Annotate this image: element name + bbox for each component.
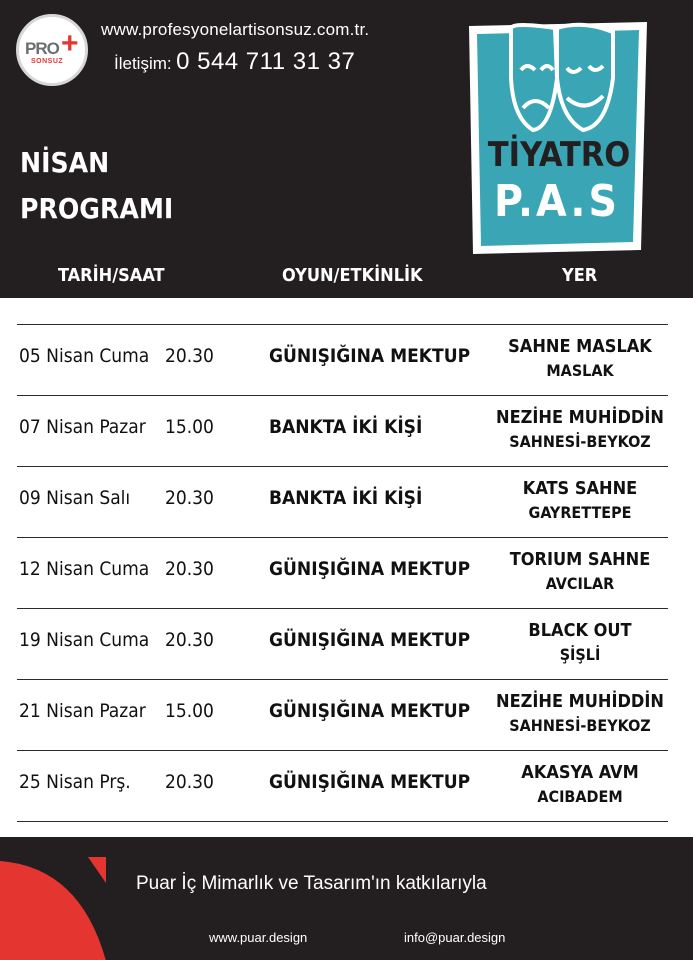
row-venue (490, 761, 670, 809)
row-venue (490, 548, 670, 596)
website-link[interactable]: www.profesyonelartisonsuz.com.tr. (101, 20, 370, 39)
row-venue (490, 619, 670, 667)
row-venue (490, 477, 670, 525)
row-time: 20.30 (165, 629, 214, 651)
table-row (17, 324, 668, 395)
page-title (20, 140, 173, 232)
row-play: GÜNIŞIĞINA MEKTUP (269, 345, 471, 367)
row-time: 20.30 (165, 771, 214, 793)
row-venue (490, 406, 670, 454)
row-play: GÜNIŞIĞINA MEKTUP (269, 771, 471, 793)
title-line-2: PROGRAMI (20, 192, 174, 225)
row-date: 19 Nisan Cuma (19, 629, 150, 651)
table-row (17, 679, 668, 750)
row-time: 15.00 (165, 416, 214, 438)
contact-line (114, 48, 355, 76)
sponsor-email-link[interactable]: info@puar.design (404, 930, 506, 945)
venue-location: ACIBADEM (537, 787, 623, 806)
table-row (17, 466, 668, 537)
title-line-1: NİSAN (20, 146, 110, 179)
venue-name: KATS SAHNE (522, 478, 638, 499)
row-date: 07 Nisan Pazar (19, 416, 146, 438)
contact-label: İletişim: (114, 54, 172, 73)
row-date: 21 Nisan Pazar (19, 700, 146, 722)
venue-location: ŞİŞLİ (559, 645, 601, 664)
row-date: 05 Nisan Cuma (19, 345, 150, 367)
row-play: GÜNIŞIĞINA MEKTUP (269, 629, 471, 651)
sponsor-website-link[interactable]: www.puar.design (209, 930, 308, 945)
venue-name: AKASYA AVM (521, 762, 639, 783)
table-row (17, 750, 668, 822)
schedule-table (17, 324, 668, 822)
pro-sonsuz-logo (16, 14, 88, 86)
row-time: 15.00 (165, 700, 214, 722)
phone-number[interactable]: 0 544 711 31 37 (176, 48, 356, 75)
venue-location: GAYRETTEPE (528, 503, 632, 522)
row-date: 09 Nisan Salı (19, 487, 131, 509)
venue-name: NEZİHE MUHİDDİN (496, 691, 664, 712)
logo-line-2: P.A.S (494, 176, 620, 227)
row-time: 20.30 (165, 558, 214, 580)
logo-text: PRO (25, 39, 59, 58)
row-time: 20.30 (165, 345, 214, 367)
column-header-date: TARİH/SAAT (58, 265, 165, 286)
logo-subtext: SONSUZ (31, 58, 64, 65)
row-date: 25 Nisan Prş. (19, 771, 131, 793)
table-row (17, 537, 668, 608)
column-header-venue: YER (562, 265, 598, 286)
row-play: BANKTA İKİ KİŞİ (269, 416, 423, 438)
table-row (17, 608, 668, 679)
venue-location: AVCILAR (545, 574, 615, 593)
venue-location: SAHNESİ-BEYKOZ (509, 716, 651, 735)
column-header-play: OYUN/ETKİNLİK (282, 265, 423, 286)
venue-name: SAHNE MASLAK (508, 336, 652, 357)
row-date: 12 Nisan Cuma (19, 558, 150, 580)
row-play: BANKTA İKİ KİŞİ (269, 487, 423, 509)
puar-logo-shape (0, 857, 110, 960)
header-banner (0, 0, 693, 298)
venue-location: SAHNESİ-BEYKOZ (509, 432, 651, 451)
footer-banner (0, 837, 693, 960)
venue-location: MASLAK (546, 361, 614, 380)
row-play: GÜNIŞIĞINA MEKTUP (269, 558, 471, 580)
venue-name: BLACK OUT (528, 620, 632, 641)
logo-line-1: TİYATRO (487, 135, 631, 175)
row-venue (490, 690, 670, 738)
venue-name: TORIUM SAHNE (509, 549, 651, 570)
row-play: GÜNIŞIĞINA MEKTUP (269, 700, 471, 722)
row-time: 20.30 (165, 487, 214, 509)
venue-name: NEZİHE MUHİDDİN (496, 407, 664, 428)
table-row (17, 395, 668, 466)
row-venue (490, 335, 670, 383)
plus-icon: + (61, 27, 79, 60)
tiyatro-pas-logo (463, 18, 653, 258)
sponsor-credit: Puar İç Mimarlık ve Tasarım'ın katkılarıyla (136, 873, 487, 894)
